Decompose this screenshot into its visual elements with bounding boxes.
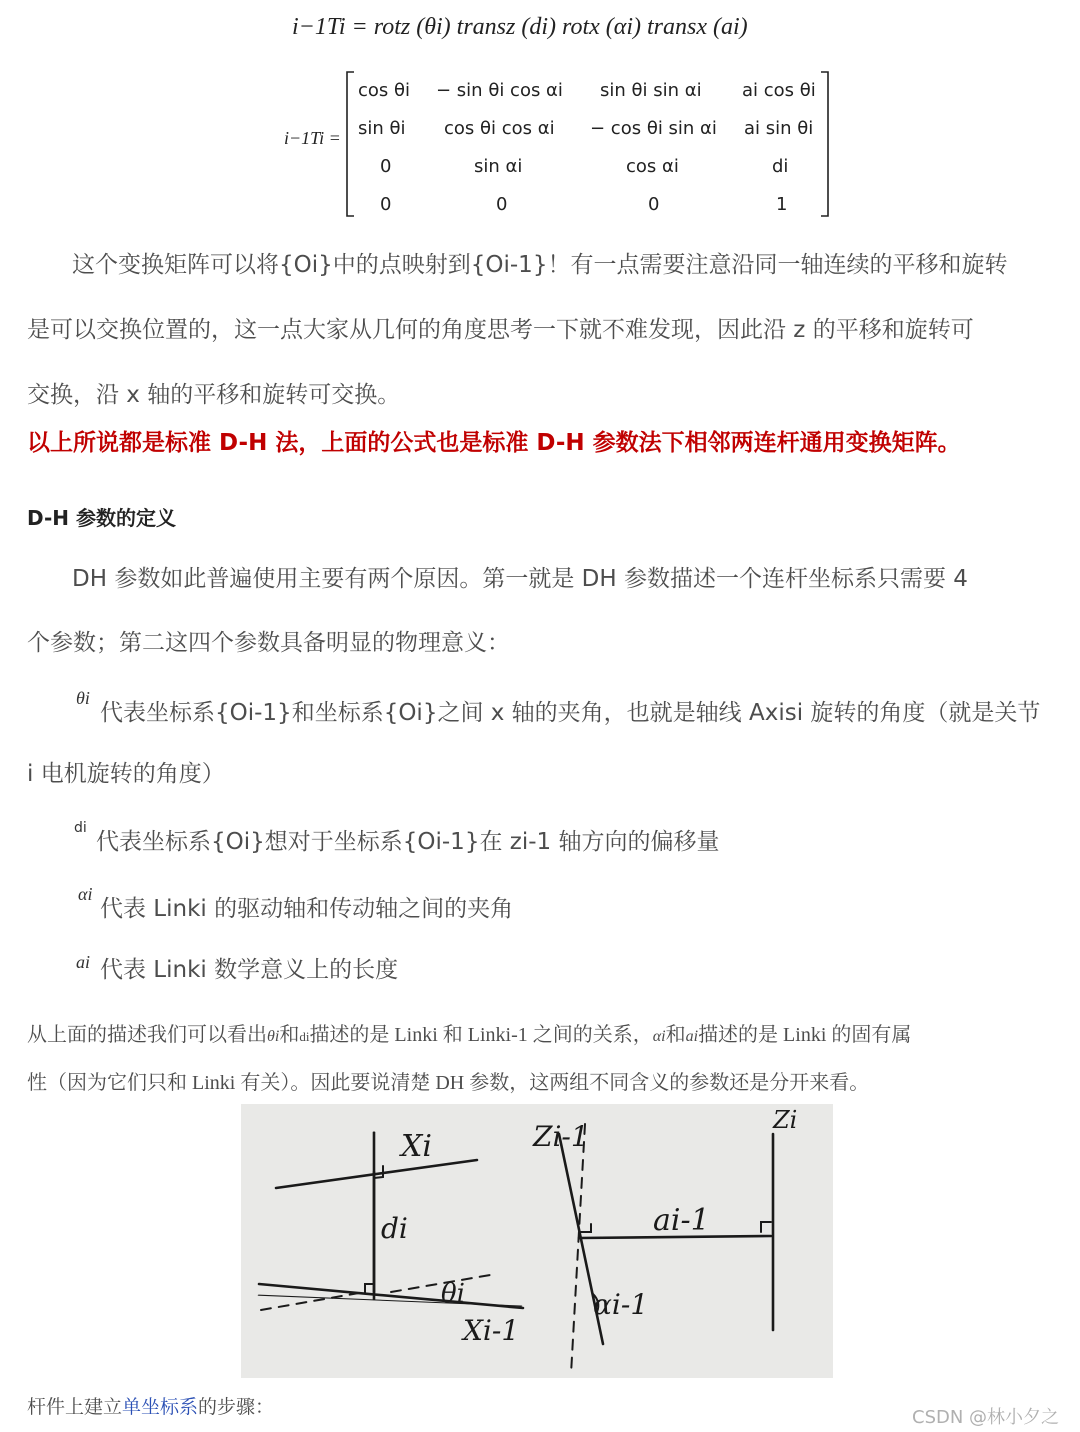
label-alpha-i-1: αi-1 (593, 1288, 649, 1321)
formula-lhs: i−1Ti = (292, 14, 368, 40)
matrix-cell-2-3: di (772, 156, 789, 177)
label-theta: θi (441, 1279, 465, 1309)
matrix-cell-3-0: 0 (380, 194, 392, 215)
matrix-lhs: i−1Ti = (284, 128, 341, 148)
matrix-cell-3-1: 0 (496, 194, 508, 215)
matrix-cell-0-1: − sin θi cos αi (436, 80, 563, 101)
matrix-cell-3-2: 0 (648, 194, 660, 215)
standard-dh-note: 以上所说都是标准 D-H 法，上面的公式也是标准 D-H 参数法下相邻两连杆通用变换矩阵。 (27, 430, 961, 456)
p3-theta-symbol: θi (267, 1028, 280, 1045)
d-symbol: di (74, 820, 87, 836)
matrix-cell-2-2: cos αi (626, 156, 679, 177)
p3-d-symbol: di (299, 1029, 310, 1044)
matrix-cell-3-3: 1 (776, 194, 788, 215)
paragraph-2-line-1: DH 参数如此普遍使用主要有两个原因。第一就是 DH 参数描述一个连杆坐标系只需要 4 (72, 566, 968, 592)
formula-rhs: rotz (θi) transz (di) rotx (αi) transx (ai) (373, 14, 748, 40)
dh-matrix (284, 70, 844, 220)
label-ai-1: ai-1 (653, 1203, 710, 1238)
transform-formula (292, 14, 748, 41)
alpha-definition: 代表 Linki 的驱动轴和传动轴之间的夹角 (100, 896, 514, 922)
single-frame-link[interactable]: 单坐标系 (122, 1396, 199, 1418)
label-xi: Xi (401, 1129, 432, 1164)
matrix-cell-1-2: − cos θi sin αi (590, 118, 717, 139)
p3-text-b: 描述的是 Linki 和 Linki-1 之间的关系， (309, 1024, 653, 1046)
d-definition: 代表坐标系{Oi}想对于坐标系{Oi-1}在 zi-1 轴方向的偏移量 (96, 829, 720, 855)
steps-intro (27, 1392, 274, 1419)
matrix-cell-0-0: cos θi (358, 80, 411, 101)
paragraph-3-line-1 (27, 1018, 911, 1047)
p3-alpha-symbol: αi (652, 1028, 666, 1045)
csdn-watermark: CSDN @林小夕之 (912, 1407, 1060, 1428)
matrix-cell-2-0: 0 (380, 156, 392, 177)
matrix-cell-2-1: sin αi (474, 156, 523, 177)
label-zi-1: Zi-1 (533, 1120, 589, 1153)
matrix-cell-0-2: sin θi sin αi (600, 80, 702, 101)
matrix-cell-1-0: sin θi (358, 118, 406, 139)
label-zi: Zi (773, 1106, 798, 1134)
steps-text-b: 的步骤： (198, 1396, 275, 1418)
theta-definition-line-2: i 电机旋转的角度） (27, 761, 225, 787)
label-xi-1: Xi-1 (463, 1314, 520, 1347)
paragraph-1-line-2: 是可以交换位置的，这一点大家从几何的角度思考一下就不难发现，因此沿 z 的平移和旋转可 (27, 317, 974, 343)
alpha-symbol: αi (78, 884, 93, 904)
steps-text-a: 杆件上建立 (27, 1396, 123, 1418)
theta-symbol: θi (76, 688, 90, 708)
matrix-cell-1-3: ai sin θi (744, 118, 814, 139)
paragraph-1-line-3: 交换，沿 x 轴的平移和旋转可交换。 (27, 382, 401, 408)
p3-text-a: 从上面的描述我们可以看出 (27, 1024, 267, 1046)
a-symbol: ai (76, 952, 91, 972)
a-definition: 代表 Linki 数学意义上的长度 (100, 957, 399, 983)
paragraph-2-line-2: 个参数；第二这四个参数具备明显的物理意义： (27, 630, 510, 656)
p3-and-2: 和 (665, 1024, 686, 1046)
p3-and-1: 和 (279, 1024, 300, 1046)
matrix-cell-0-3: ai cos θi (742, 80, 816, 101)
p3-text-c: 描述的是 Linki 的固有属 (698, 1024, 912, 1046)
p3-a-symbol: ai (685, 1028, 699, 1045)
paragraph-1-line-1: 这个变换矩阵可以将{Oi}中的点映射到{Oi-1}！有一点需要注意沿同一轴连续的平移和旋转 (72, 252, 1008, 278)
paragraph-3-line-2: 性（因为它们只和 Linki 有关）。因此要说清楚 DH 参数，这两组不同含义的参数还是分开来看。 (27, 1072, 870, 1094)
matrix-cell-1-1: cos θi cos αi (444, 118, 555, 139)
theta-definition-line-1: 代表坐标系{Oi-1}和坐标系{Oi}之间 x 轴的夹角，也就是轴线 Axisi 旋转的角度（就是关节 (100, 700, 1041, 726)
dh-sketch-figure (241, 1104, 833, 1378)
section-heading: D-H 参数的定义 (27, 506, 176, 530)
label-di: di (381, 1212, 408, 1245)
dh-sketch-drawing (241, 1104, 833, 1378)
